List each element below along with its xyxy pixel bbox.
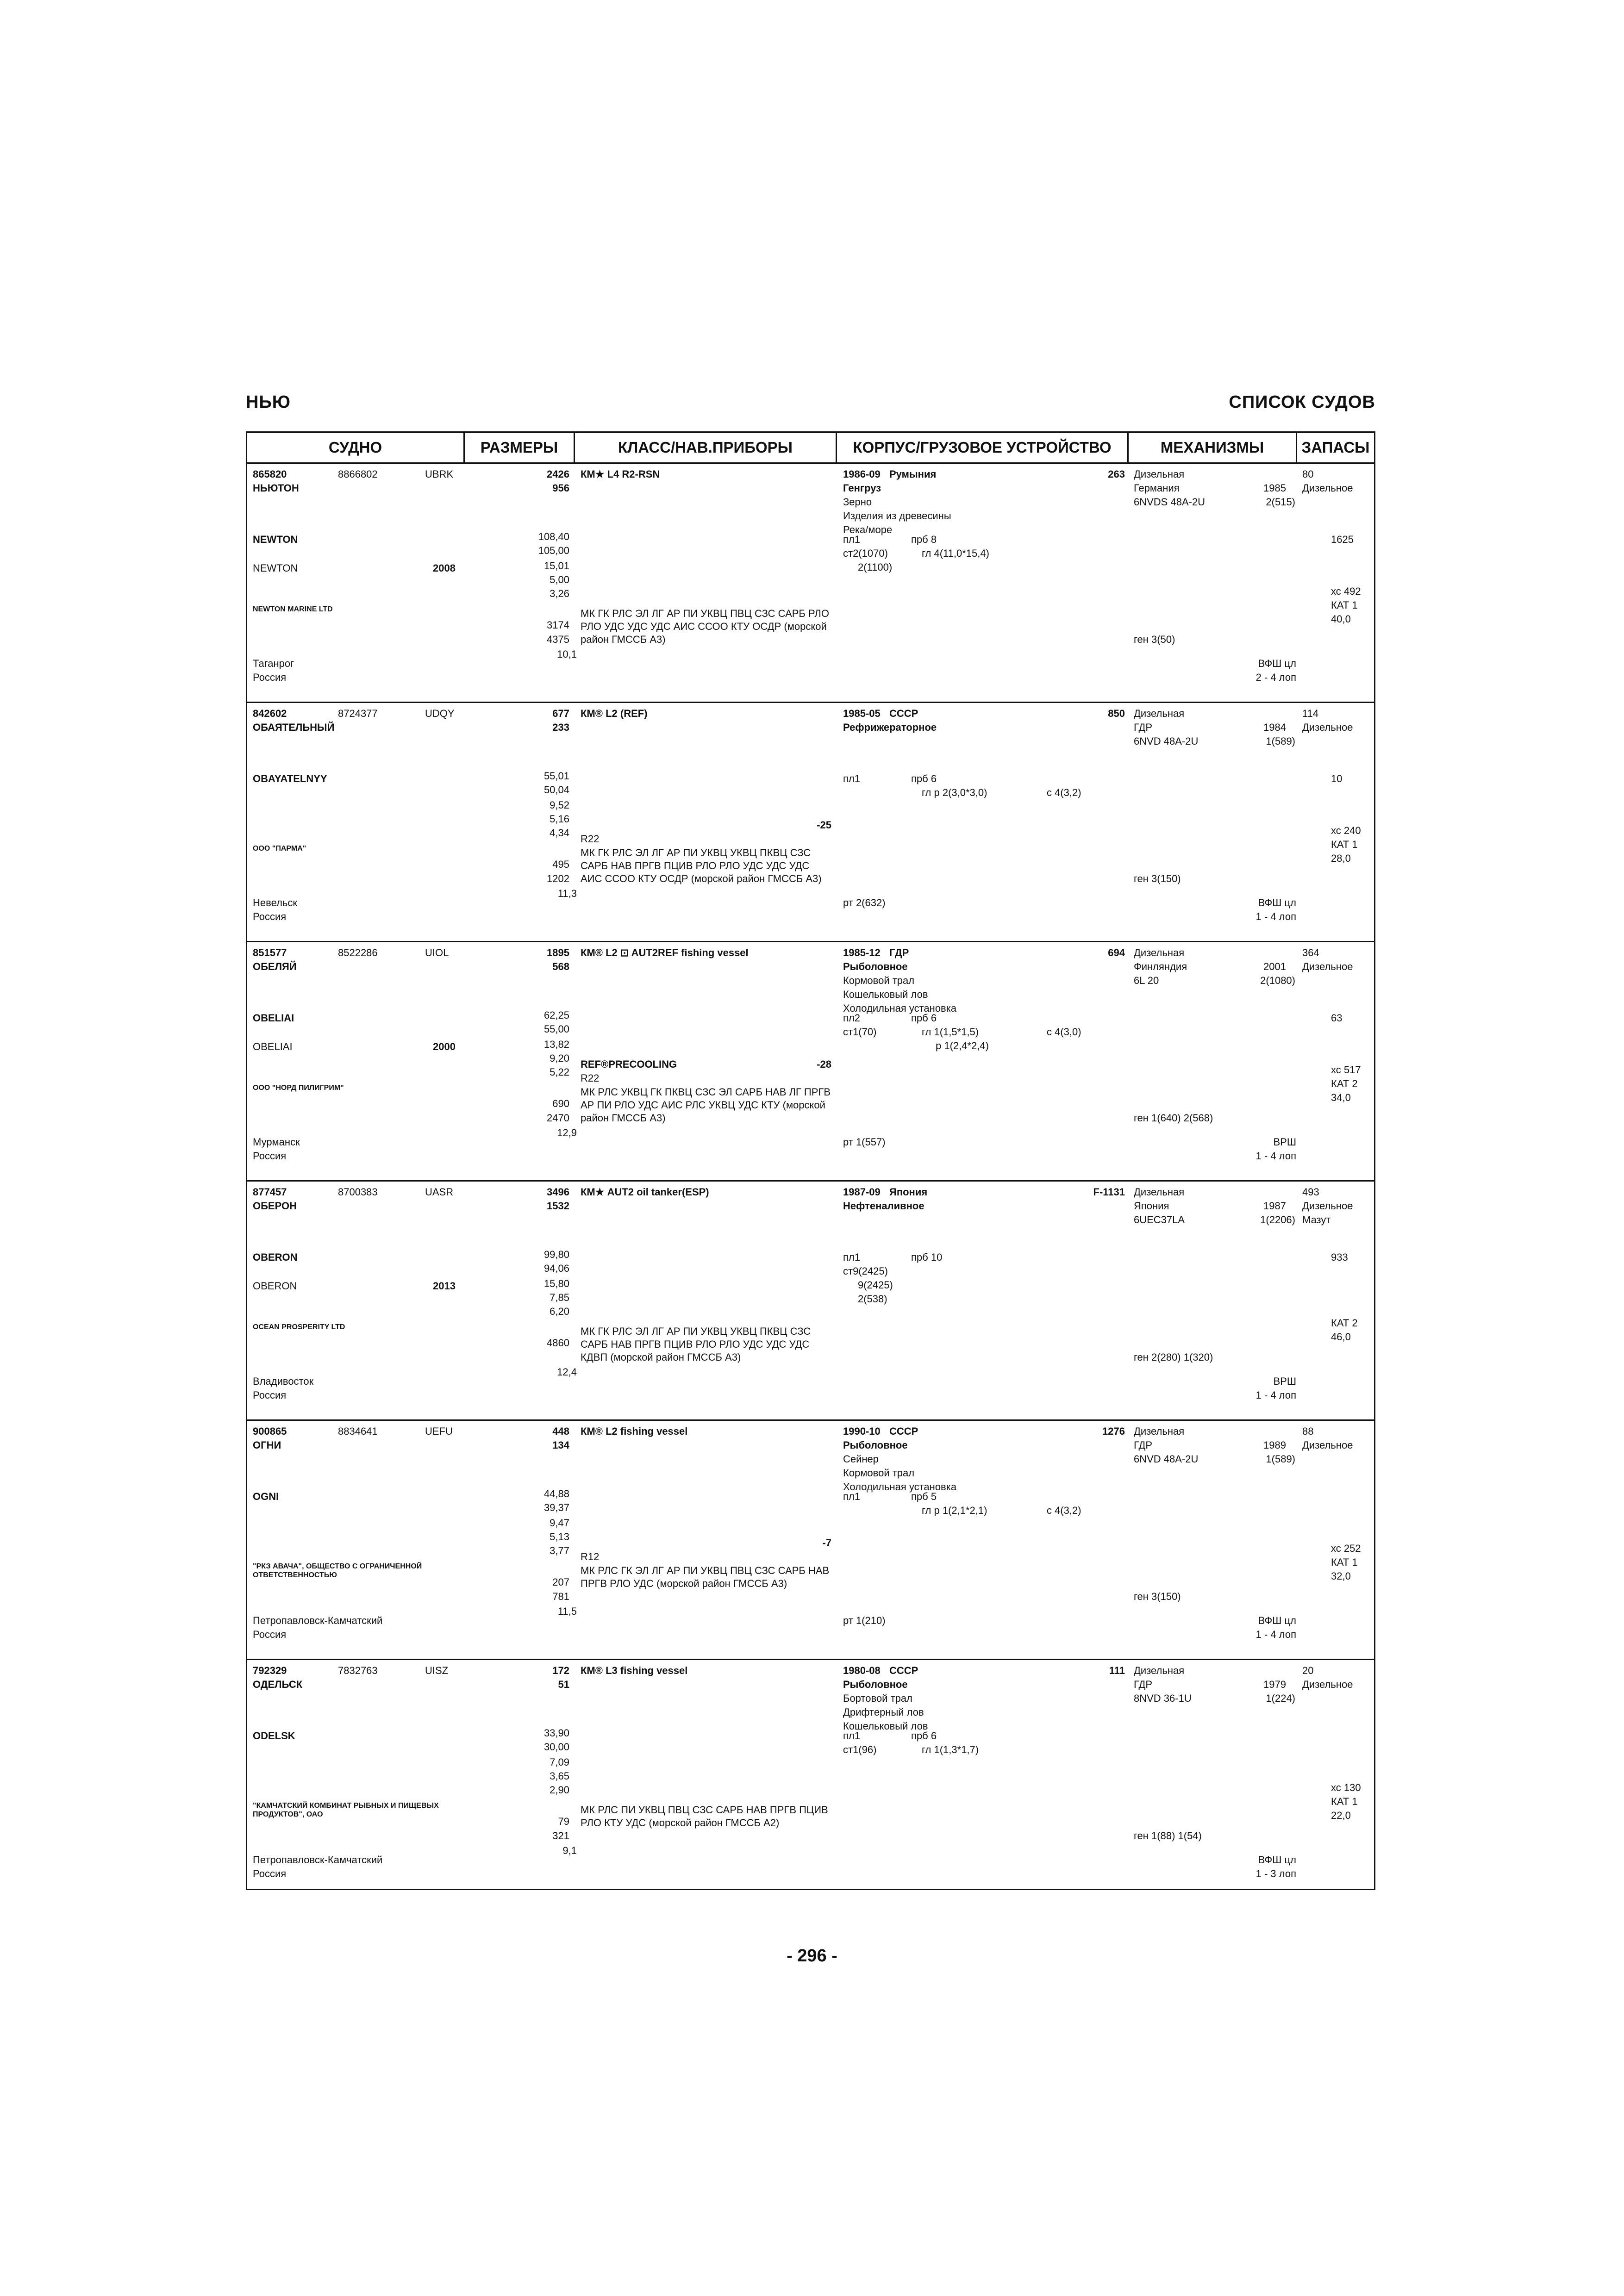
engine-power: 2(515) bbox=[1266, 496, 1295, 508]
fuel-type: Дизельное bbox=[1302, 1200, 1353, 1212]
build-date: 1987-09 bbox=[843, 1186, 881, 1198]
hull-number: 850 bbox=[1108, 708, 1125, 719]
call-sign: UISZ bbox=[425, 1665, 449, 1676]
speed: 12,9 bbox=[557, 1127, 577, 1139]
home-port: Владивосток bbox=[253, 1375, 314, 1387]
fuel-type: Дизельное bbox=[1302, 722, 1353, 733]
ship-entry bbox=[247, 1660, 1374, 1899]
hull-extra: Кошельковый лов bbox=[843, 989, 928, 1000]
ship-name-lat: OBERON bbox=[253, 1251, 298, 1263]
imo-number: 8700383 bbox=[338, 1186, 378, 1198]
owner: ООО "НОРД ПИЛИГРИМ" bbox=[253, 1084, 344, 1092]
col-head-hull: КОРПУС/ГРУЗОВОЕ УСТРОЙСТВО bbox=[837, 433, 1129, 462]
fuel-type: Дизельное bbox=[1302, 961, 1353, 972]
category-value: 46,0 bbox=[1331, 1331, 1351, 1343]
engine-model: 8NVD 36-1U bbox=[1134, 1692, 1192, 1704]
dimension-value: 9,20 bbox=[550, 1052, 569, 1064]
deadweight: 3496 bbox=[547, 1186, 569, 1198]
hull-type: Рыболовное bbox=[843, 1679, 908, 1690]
category-value: 22,0 bbox=[1331, 1810, 1351, 1821]
hull-number: 111 bbox=[1109, 1665, 1125, 1676]
owner: "КАМЧАТСКИЙ КОМБИНАТ РЫБНЫХ И ПИЩЕВЫХ ПРОДУКТОВ", ОАО bbox=[253, 1802, 439, 1818]
imo-number: 8522286 bbox=[338, 947, 378, 958]
category-value: 40,0 bbox=[1331, 613, 1351, 625]
ship-name-ru: ОБЕЛЯЙ bbox=[253, 961, 297, 972]
engine-country: Япония bbox=[1134, 1200, 1169, 1212]
ship-name-lat: ODELSK bbox=[253, 1730, 295, 1742]
category: КАТ 2 bbox=[1331, 1078, 1358, 1089]
flag: Россия bbox=[253, 1150, 287, 1162]
ship-name-ru: ОГНИ bbox=[253, 1439, 281, 1451]
dimension-value: 3,77 bbox=[550, 1545, 569, 1556]
fuel-quantity: 20 bbox=[1302, 1665, 1314, 1676]
hull-extra: Кошельковый лов bbox=[843, 1720, 928, 1732]
engine-type: Дизельная bbox=[1134, 1665, 1185, 1676]
ramp: с 4(3,2) bbox=[1047, 1505, 1081, 1516]
engine-year: 2001 bbox=[1263, 961, 1286, 972]
fuel-quantity: 114 bbox=[1302, 708, 1319, 719]
deadweight: 448 bbox=[552, 1425, 569, 1437]
hold-capacity: ст1(96) bbox=[843, 1744, 877, 1755]
class-notation: КМ★ L4 R2-RSN bbox=[581, 468, 660, 480]
engine-model: 6UEC37LA bbox=[1134, 1214, 1185, 1226]
dimension-value: 62,25 bbox=[543, 1009, 569, 1021]
hull-extra: Холодильная установка bbox=[843, 1002, 957, 1014]
engine-country: Германия bbox=[1134, 482, 1180, 494]
build-date: 1990-10 bbox=[843, 1425, 881, 1437]
dimension-value: 5,16 bbox=[550, 813, 569, 825]
category: КАТ 2 bbox=[1331, 1317, 1358, 1329]
engine-power: 1(589) bbox=[1266, 735, 1295, 747]
dimension-value: 3,65 bbox=[550, 1770, 569, 1782]
bulkheads: прб 6 bbox=[911, 1730, 937, 1742]
class-notation: КМ® L2 fishing vessel bbox=[581, 1425, 688, 1437]
fuel-quantity: 493 bbox=[1302, 1186, 1319, 1198]
call-sign: UDQY bbox=[425, 708, 455, 719]
engine-power: 2(1080) bbox=[1260, 975, 1295, 986]
engine-country: ГДР bbox=[1134, 1679, 1153, 1690]
class-notation: КМ® L3 fishing vessel bbox=[581, 1665, 688, 1676]
speed: 12,4 bbox=[557, 1366, 577, 1378]
ship-entry bbox=[247, 703, 1374, 942]
engine-year: 1989 bbox=[1263, 1439, 1286, 1451]
hc-value: хс 252 bbox=[1331, 1543, 1361, 1554]
crew-count: 1 - 4 лоп bbox=[1255, 1150, 1296, 1162]
owner: "РКЗ АВАЧА", ОБЩЕСТВО С ОГРАНИЧЕННОЙ ОТВЕТСТВЕННОСТЬЮ bbox=[253, 1562, 422, 1579]
deadweight: 1895 bbox=[547, 947, 569, 958]
category-value: 32,0 bbox=[1331, 1570, 1351, 1582]
tonnage-value: 4860 bbox=[547, 1337, 569, 1349]
engine-year: 1987 bbox=[1263, 1200, 1286, 1212]
engine-year: 1979 bbox=[1263, 1679, 1286, 1690]
fuel-type: Дизельное bbox=[1302, 1439, 1353, 1451]
deck-count: пл1 bbox=[843, 1730, 860, 1742]
generators: ген 3(150) bbox=[1134, 1591, 1181, 1602]
crew-type: ВФШ цл bbox=[1258, 1615, 1296, 1626]
col-head-machinery: МЕХАНИЗМЫ bbox=[1129, 433, 1297, 462]
deck-count: пл1 bbox=[843, 534, 860, 545]
flag: Россия bbox=[253, 911, 287, 922]
cargo-gear: гл р 2(3,0*3,0) bbox=[922, 787, 987, 798]
build-date: 1985-05 bbox=[843, 708, 881, 719]
builder-country: СССР bbox=[889, 708, 918, 719]
ship-name-ru: ОБЕРОН bbox=[253, 1200, 297, 1212]
engine-country: Финляндия bbox=[1134, 961, 1187, 972]
dimension-value: 7,09 bbox=[550, 1756, 569, 1768]
engine-type: Дизельная bbox=[1134, 1186, 1185, 1198]
gross-tonnage: 956 bbox=[552, 482, 569, 494]
flag: Россия bbox=[253, 1629, 287, 1640]
deck-count: пл1 bbox=[843, 1491, 860, 1502]
deadweight: 677 bbox=[552, 708, 569, 719]
deadweight: 172 bbox=[552, 1665, 569, 1676]
speed: 9,1 bbox=[562, 1845, 577, 1856]
hull-number: 694 bbox=[1108, 947, 1125, 958]
draft-mark: -28 bbox=[817, 1058, 831, 1070]
engine-type: Дизельная bbox=[1134, 1425, 1185, 1437]
hull-extra: Кормовой трал bbox=[843, 1467, 915, 1479]
ramp: с 4(3,0) bbox=[1047, 1026, 1081, 1038]
cargo-gear: гл 4(11,0*15,4) bbox=[922, 548, 989, 559]
generators: ген 3(50) bbox=[1134, 634, 1175, 645]
refrigeration-capacity: рт 1(210) bbox=[843, 1615, 886, 1626]
build-date: 1980-08 bbox=[843, 1665, 881, 1676]
bulkheads: прб 8 bbox=[911, 534, 937, 545]
call-sign: UASR bbox=[425, 1186, 454, 1198]
tonnage-value: 2470 bbox=[547, 1112, 569, 1124]
hull-number: F-1131 bbox=[1093, 1186, 1125, 1198]
dimension-value: 2,90 bbox=[550, 1784, 569, 1796]
reg-number: 865820 bbox=[253, 468, 287, 480]
engine-year: 1984 bbox=[1263, 722, 1286, 733]
build-year: 2000 bbox=[433, 1041, 456, 1052]
category-value: 34,0 bbox=[1331, 1092, 1351, 1103]
engine-model: 6NVDS 48A-2U bbox=[1134, 496, 1206, 508]
deadweight: 2426 bbox=[547, 468, 569, 480]
supply-value: 63 bbox=[1331, 1012, 1343, 1024]
owner: OCEAN PROSPERITY LTD bbox=[253, 1323, 345, 1331]
hold-capacity: 2(538) bbox=[858, 1293, 887, 1305]
build-year: 2008 bbox=[433, 562, 456, 574]
hull-number: 1276 bbox=[1102, 1425, 1125, 1437]
engine-country: ГДР bbox=[1134, 1439, 1153, 1451]
flag: Россия bbox=[253, 672, 287, 683]
home-port: Петропавловск-Камчатский bbox=[253, 1615, 383, 1626]
col-head-dimensions: РАЗМЕРЫ bbox=[465, 433, 575, 462]
engine-power: 1(2206) bbox=[1260, 1214, 1295, 1226]
home-port: Мурманск bbox=[253, 1136, 300, 1148]
supply-value: 1625 bbox=[1331, 534, 1354, 545]
hull-extra: Бортовой трал bbox=[843, 1692, 912, 1704]
tonnage-value: 781 bbox=[552, 1591, 569, 1602]
reg-number: 851577 bbox=[253, 947, 287, 958]
ship-name-ru: ОДЕЛЬСК bbox=[253, 1679, 303, 1690]
refrigeration-capacity: рт 2(632) bbox=[843, 897, 886, 908]
hull-type: Рыболовное bbox=[843, 961, 908, 972]
hull-extra: Сейнер bbox=[843, 1453, 879, 1465]
header-right: СПИСОК СУДОВ bbox=[1229, 392, 1375, 412]
hold-capacity: 9(2425) bbox=[858, 1279, 893, 1291]
nav-equipment: МК РЛС ГК ЭЛ ЛГ АР ПИ УКВЦ ПВЦ СЗС САРБ НАВ ПРГВ РЛО УДС (морской район ГМССБ А3) bbox=[581, 1565, 830, 1589]
dimension-value: 15,01 bbox=[543, 560, 569, 572]
supply-value: 10 bbox=[1331, 773, 1343, 784]
deck-count: пл1 bbox=[843, 773, 860, 784]
call-sign: UEFU bbox=[425, 1425, 453, 1437]
engine-power: 1(224) bbox=[1266, 1692, 1295, 1704]
dimension-value: 39,37 bbox=[543, 1502, 569, 1513]
hold-capacity: ст9(2425) bbox=[843, 1265, 888, 1277]
flag: Россия bbox=[253, 1868, 287, 1879]
ship-name-lat: NEWTON bbox=[253, 534, 298, 545]
hull-extra: Изделия из древесины bbox=[843, 510, 951, 522]
builder-country: СССР bbox=[889, 1425, 918, 1437]
col-head-supplies: ЗАПАСЫ bbox=[1301, 439, 1370, 456]
dimension-value: 9,47 bbox=[550, 1517, 569, 1529]
engine-power: 1(589) bbox=[1266, 1453, 1295, 1465]
tonnage-value: 1202 bbox=[547, 873, 569, 884]
hull-extra: Дрифтерный лов bbox=[843, 1706, 924, 1718]
class-notation: КМ® L2 ⊡ AUT2REF fishing vessel bbox=[581, 947, 749, 958]
dimension-value: 55,00 bbox=[543, 1023, 569, 1035]
class-secondary: R22 bbox=[581, 1072, 600, 1084]
fuel-quantity: 80 bbox=[1302, 468, 1314, 480]
hold-capacity: ст1(70) bbox=[843, 1026, 877, 1038]
hull-extra: Кормовой трал bbox=[843, 975, 915, 986]
header-left: НЬЮ bbox=[246, 392, 291, 412]
gross-tonnage: 233 bbox=[552, 722, 569, 733]
ship-name-lat-former: OBELIAI bbox=[253, 1041, 293, 1052]
build-date: 1986-09 bbox=[843, 468, 881, 480]
dimension-value: 13,82 bbox=[543, 1039, 569, 1050]
nav-equipment: МК РЛС ПИ УКВЦ ПВЦ СЗС САРБ НАВ ПРГВ ПЦИВ РЛО КТУ УДС (морской район ГМССБ А2) bbox=[581, 1804, 828, 1829]
crew-count: 2 - 4 лоп bbox=[1255, 672, 1296, 683]
call-sign: UIOL bbox=[425, 947, 449, 958]
fuel-type-2: Мазут bbox=[1302, 1214, 1331, 1226]
engine-model: 6NVD 48A-2U bbox=[1134, 1453, 1199, 1465]
hull-type: Генгруз bbox=[843, 482, 881, 494]
fuel-quantity: 88 bbox=[1302, 1425, 1314, 1437]
ship-name-ru: НЬЮТОН bbox=[253, 482, 299, 494]
fuel-type: Дизельное bbox=[1302, 1679, 1353, 1690]
reg-number: 877457 bbox=[253, 1186, 287, 1198]
cargo-gear: гл р 1(2,1*2,1) bbox=[922, 1505, 987, 1516]
hc-value: хс 130 bbox=[1331, 1782, 1361, 1793]
ship-name-lat: OBELIAI bbox=[253, 1012, 294, 1024]
reg-number: 842602 bbox=[253, 708, 287, 719]
crew-type: ВФШ цл bbox=[1258, 897, 1296, 908]
ship-entry bbox=[247, 464, 1374, 703]
ship-name-lat: OGNI bbox=[253, 1491, 279, 1502]
ship-entry bbox=[247, 942, 1374, 1182]
reg-number: 900865 bbox=[253, 1425, 287, 1437]
dimension-value: 108,40 bbox=[538, 531, 569, 542]
deck-count: пл2 bbox=[843, 1012, 860, 1024]
ship-register-table bbox=[246, 431, 1375, 1890]
home-port: Таганрог bbox=[253, 658, 294, 669]
hull-type: Рыболовное bbox=[843, 1439, 908, 1451]
builder-country: СССР bbox=[889, 1665, 918, 1676]
ship-name-lat-former: OBERON bbox=[253, 1280, 297, 1292]
nav-equipment: МК ГК РЛС ЭЛ ЛГ АР ПИ УКВЦ ПВЦ СЗС САРБ РЛО РЛО УДС УДС УДС АИС ССОО КТУ ОСДР (морской район ГМССБ А3) bbox=[581, 608, 829, 645]
owner: NEWTON MARINE LTD bbox=[253, 605, 333, 613]
hold-capacity: ст2(1070) bbox=[843, 548, 888, 559]
hull-type: Рефрижераторное bbox=[843, 722, 937, 733]
builder-country: Румыния bbox=[889, 468, 937, 480]
tonnage-value: 3174 bbox=[547, 619, 569, 631]
dimension-value: 55,01 bbox=[543, 770, 569, 782]
draft-mark: -7 bbox=[822, 1537, 831, 1549]
gross-tonnage: 51 bbox=[558, 1679, 569, 1690]
engine-model: 6L 20 bbox=[1134, 975, 1159, 986]
dimension-value: 50,04 bbox=[543, 784, 569, 796]
crew-type: ВФШ цл bbox=[1258, 658, 1296, 669]
nav-equipment: МК ГК РЛС ЭЛ ЛГ АР ПИ УКВЦ УКВЦ ПКВЦ СЗС САРБ НАВ ПРГВ ПЦИВ РЛО РЛО УДС УДС УДС КДВП (морской район ГМССБ А3) bbox=[581, 1325, 811, 1363]
call-sign: UBRK bbox=[425, 468, 454, 480]
class-secondary: R12 bbox=[581, 1551, 600, 1562]
tonnage-value: 495 bbox=[552, 859, 569, 870]
tonnage-value: 4375 bbox=[547, 634, 569, 645]
category: КАТ 1 bbox=[1331, 599, 1358, 611]
bulkheads: прб 6 bbox=[911, 1012, 937, 1024]
dimension-value: 99,80 bbox=[543, 1249, 569, 1260]
fuel-quantity: 364 bbox=[1302, 947, 1319, 958]
hold-capacity: 2(1100) bbox=[858, 561, 893, 573]
dimension-value: 44,88 bbox=[543, 1488, 569, 1500]
crew-type: ВРШ bbox=[1273, 1375, 1296, 1387]
category: КАТ 1 bbox=[1331, 1556, 1358, 1568]
dimension-value: 30,00 bbox=[543, 1741, 569, 1753]
reg-number: 792329 bbox=[253, 1665, 287, 1676]
col-head-ship: СУДНО bbox=[247, 433, 465, 462]
dimension-value: 6,20 bbox=[550, 1306, 569, 1317]
hc-value: хс 492 bbox=[1331, 585, 1361, 597]
generators: ген 2(280) 1(320) bbox=[1134, 1351, 1213, 1363]
hull-number: 263 bbox=[1108, 468, 1125, 480]
hc-value: хс 240 bbox=[1331, 825, 1361, 836]
hull-extra: Холодильная установка bbox=[843, 1481, 957, 1493]
refrigeration-capacity: рт 1(557) bbox=[843, 1136, 886, 1148]
crew-count: 1 - 4 лоп bbox=[1255, 1389, 1296, 1401]
ship-name-lat: OBAYATELNYY bbox=[253, 773, 327, 784]
dimension-value: 3,26 bbox=[550, 588, 569, 599]
dimension-value: 94,06 bbox=[543, 1263, 569, 1274]
tonnage-value: 690 bbox=[552, 1098, 569, 1109]
tonnage-value: 207 bbox=[552, 1576, 569, 1588]
dimension-value: 9,52 bbox=[550, 799, 569, 811]
engine-type: Дизельная bbox=[1134, 708, 1185, 719]
col-head-class: КЛАСС/НАВ.ПРИБОРЫ bbox=[575, 433, 837, 462]
engine-type: Дизельная bbox=[1134, 947, 1185, 958]
tonnage-value: 79 bbox=[558, 1816, 569, 1827]
nav-equipment: МК РЛС УКВЦ ГК ПКВЦ СЗС ЭЛ САРБ НАВ ЛГ ПРГВ АР ПИ РЛО УДС АИС РЛС УКВЦ УДС КТУ (морской район ГМССБ А3) bbox=[581, 1086, 831, 1124]
category: КАТ 1 bbox=[1331, 1796, 1358, 1807]
nav-equipment: МК ГК РЛС ЭЛ ЛГ АР ПИ УКВЦ УКВЦ ПКВЦ СЗС САРБ НАВ ПРГВ ПЦИВ РЛО РЛО УДС УДС УДС АИС ССОО КТУ ОСДР (морской район ГМССБ А3) bbox=[581, 847, 822, 884]
hull-extra: Река/море bbox=[843, 524, 893, 535]
cargo-gear-2: р 1(2,4*2,4) bbox=[936, 1040, 989, 1052]
bulkheads: прб 10 bbox=[911, 1251, 943, 1263]
engine-type: Дизельная bbox=[1134, 468, 1185, 480]
hull-extra: Зерно bbox=[843, 496, 872, 508]
tonnage-value: 321 bbox=[552, 1830, 569, 1842]
draft-mark: -25 bbox=[817, 819, 831, 831]
build-date: 1985-12 bbox=[843, 947, 881, 958]
imo-number: 8866802 bbox=[338, 468, 378, 480]
crew-type: ВРШ bbox=[1273, 1136, 1296, 1148]
ship-entry bbox=[247, 1182, 1374, 1421]
gross-tonnage: 1532 bbox=[547, 1200, 569, 1212]
ramp: с 4(3,2) bbox=[1047, 787, 1081, 798]
deck-count: пл1 bbox=[843, 1251, 860, 1263]
cargo-gear: гл 1(1,3*1,7) bbox=[922, 1744, 979, 1755]
gross-tonnage: 134 bbox=[552, 1439, 569, 1451]
generators: ген 1(88) 1(54) bbox=[1134, 1830, 1202, 1842]
engine-country: ГДР bbox=[1134, 722, 1153, 733]
owner: ООО "ПАРМА" bbox=[253, 845, 306, 852]
supply-value: 933 bbox=[1331, 1251, 1348, 1263]
speed: 10,1 bbox=[557, 648, 577, 660]
speed: 11,5 bbox=[557, 1605, 577, 1617]
dimension-value: 15,80 bbox=[543, 1278, 569, 1289]
ship-name-ru: ОБАЯТЕЛЬНЫЙ bbox=[253, 722, 335, 733]
dimension-value: 5,22 bbox=[550, 1066, 569, 1078]
engine-year: 1985 bbox=[1263, 482, 1286, 494]
dimension-value: 33,90 bbox=[543, 1727, 569, 1739]
class-notation: КМ★ AUT2 oil tanker(ESP) bbox=[581, 1186, 709, 1198]
build-year: 2013 bbox=[433, 1280, 456, 1292]
generators: ген 1(640) 2(568) bbox=[1134, 1112, 1213, 1124]
crew-count: 1 - 4 лоп bbox=[1255, 911, 1296, 922]
category-value: 28,0 bbox=[1331, 852, 1351, 864]
class-notation: КМ® L2 (REF) bbox=[581, 708, 648, 719]
flag: Россия bbox=[253, 1389, 287, 1401]
builder-country: Япония bbox=[889, 1186, 928, 1198]
category: КАТ 1 bbox=[1331, 839, 1358, 850]
speed: 11,3 bbox=[557, 888, 577, 899]
crew-count: 1 - 4 лоп bbox=[1255, 1629, 1296, 1640]
home-port: Петропавловск-Камчатский bbox=[253, 1854, 383, 1866]
imo-number: 8834641 bbox=[338, 1425, 378, 1437]
ship-name-lat-former: NEWTON bbox=[253, 562, 298, 574]
builder-country: ГДР bbox=[889, 947, 909, 958]
bulkheads: прб 6 bbox=[911, 773, 937, 784]
class-secondary: R22 bbox=[581, 833, 600, 845]
dimension-value: 5,00 bbox=[550, 574, 569, 585]
dimension-value: 5,13 bbox=[550, 1531, 569, 1543]
gross-tonnage: 568 bbox=[552, 961, 569, 972]
generators: ген 3(150) bbox=[1134, 873, 1181, 884]
cargo-gear: гл 1(1,5*1,5) bbox=[922, 1026, 979, 1038]
page-number: - 296 - bbox=[787, 1946, 837, 1966]
imo-number: 7832763 bbox=[338, 1665, 378, 1676]
refrigeration-class: REF®PRECOOLING bbox=[581, 1058, 677, 1070]
crew-type: ВФШ цл bbox=[1258, 1854, 1296, 1866]
fuel-type: Дизельное bbox=[1302, 482, 1353, 494]
home-port: Невельск bbox=[253, 897, 297, 908]
engine-model: 6NVD 48A-2U bbox=[1134, 735, 1199, 747]
dimension-value: 105,00 bbox=[538, 545, 569, 556]
hull-type: Нефтеналивное bbox=[843, 1200, 924, 1212]
hc-value: хс 517 bbox=[1331, 1064, 1361, 1076]
dimension-value: 4,34 bbox=[550, 827, 569, 839]
bulkheads: прб 5 bbox=[911, 1491, 937, 1502]
dimension-value: 7,85 bbox=[550, 1292, 569, 1303]
crew-count: 1 - 3 лоп bbox=[1255, 1868, 1296, 1879]
ship-entry bbox=[247, 1421, 1374, 1660]
imo-number: 8724377 bbox=[338, 708, 378, 719]
